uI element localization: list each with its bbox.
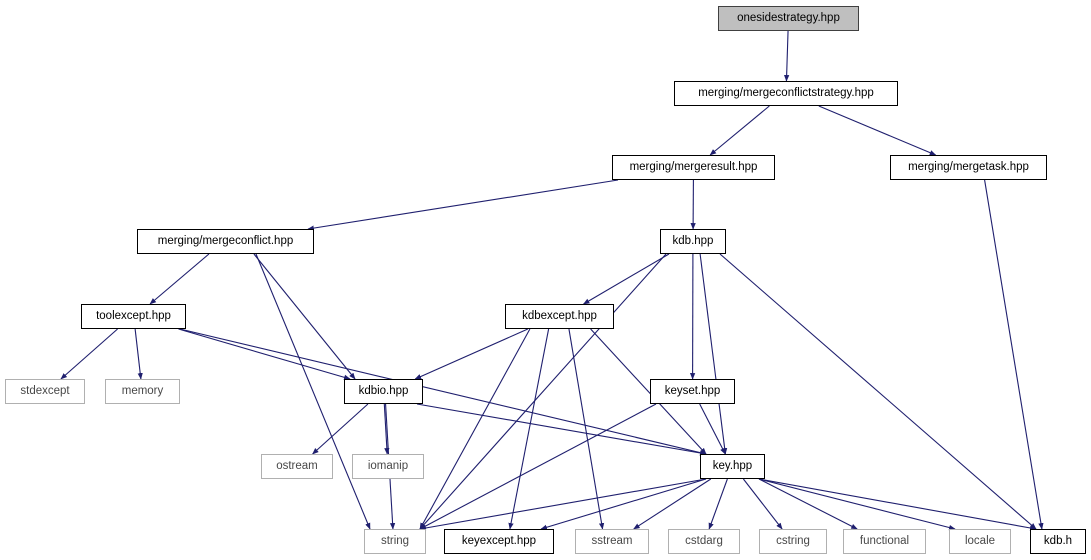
edge-kdbexcept-to-string: [420, 329, 530, 529]
node-sstream[interactable]: [575, 529, 649, 554]
edge-kdb-to-key: [700, 254, 725, 454]
node-mergeconflict[interactable]: [137, 229, 314, 254]
edge-mergeconflictstrategy-to-mergetask: [819, 106, 936, 155]
edge-toolexcept-to-memory: [135, 329, 141, 379]
edge-key-to-cstdarg: [709, 479, 727, 529]
node-label: merging/mergeconflict.hpp: [157, 234, 294, 247]
edge-key-to-sstream: [634, 479, 711, 529]
node-label: sstream: [591, 534, 633, 547]
node-label: cstring: [776, 534, 810, 547]
edge-key-to-cstring: [743, 479, 782, 529]
node-mergeresult[interactable]: [612, 155, 775, 180]
node-label: keyset.hpp: [664, 384, 721, 397]
node-kdbh[interactable]: [1030, 529, 1086, 554]
edge-mergeconflictstrategy-to-mergeresult: [710, 106, 769, 155]
node-label: onesidestrategy.hpp: [737, 11, 840, 24]
edge-kdb-to-string: [420, 254, 666, 529]
node-cstring[interactable]: [759, 529, 827, 554]
node-cstdarg[interactable]: [668, 529, 740, 554]
edge-keyset-to-string: [420, 404, 656, 529]
node-label: kdbio.hpp: [358, 384, 409, 397]
node-label: stdexcept: [20, 384, 70, 397]
node-label: string: [380, 534, 410, 547]
edge-kdbexcept-to-kdbio: [415, 329, 528, 379]
node-string[interactable]: [364, 529, 426, 554]
node-label: kdb.h: [1043, 534, 1073, 547]
node-kdbexcept[interactable]: [505, 304, 614, 329]
node-label: iomanip: [367, 459, 409, 472]
edge-toolexcept-to-key: [180, 329, 706, 454]
edge-mergeconflict-to-kdbio: [254, 254, 355, 379]
node-label: merging/mergeconflictstrategy.hpp: [698, 86, 874, 99]
edge-key-to-string: [420, 479, 706, 529]
node-ostream[interactable]: [261, 454, 333, 479]
node-label: merging/mergetask.hpp: [908, 160, 1029, 173]
node-keyexcept[interactable]: [444, 529, 554, 554]
edge-mergetask-to-kdbh: [985, 180, 1042, 529]
node-kdb[interactable]: [660, 229, 726, 254]
edge-toolexcept-to-stdexcept: [61, 329, 118, 379]
edge-kdb-to-kdbexcept: [584, 254, 669, 304]
edge-kdbexcept-to-keyexcept: [510, 329, 549, 529]
edge-keyset-to-key: [700, 404, 726, 454]
node-stdexcept[interactable]: [5, 379, 85, 404]
node-label: ostream: [276, 459, 318, 472]
node-onesidestrategy[interactable]: [718, 6, 859, 31]
edge-key-to-locale: [759, 479, 955, 529]
edge-kdb-to-kdbh: [720, 254, 1036, 529]
edge-kdbexcept-to-sstream: [569, 329, 603, 529]
node-functional[interactable]: [843, 529, 926, 554]
node-mergetask[interactable]: [890, 155, 1047, 180]
node-label: keyexcept.hpp: [461, 534, 537, 547]
node-key[interactable]: [700, 454, 765, 479]
node-label: cstdarg: [685, 534, 723, 547]
edge-mergeconflict-to-toolexcept: [150, 254, 209, 304]
node-kdbio[interactable]: [344, 379, 423, 404]
node-keyset[interactable]: [650, 379, 735, 404]
node-locale[interactable]: [949, 529, 1011, 554]
node-iomanip[interactable]: [352, 454, 424, 479]
edge-key-to-kdbh: [759, 479, 1036, 529]
edge-kdbio-to-key: [417, 404, 706, 454]
node-memory[interactable]: [105, 379, 180, 404]
edge-mergeresult-to-mergeconflict: [308, 180, 618, 229]
node-label: locale: [964, 534, 996, 547]
node-label: kdb.hpp: [672, 234, 714, 247]
node-label: kdbexcept.hpp: [522, 309, 597, 322]
node-toolexcept[interactable]: [81, 304, 186, 329]
edge-toolexcept-to-kdbio: [179, 329, 351, 379]
node-label: toolexcept.hpp: [96, 309, 171, 322]
node-label: key.hpp: [712, 459, 753, 472]
node-label: functional: [859, 534, 910, 547]
edge-key-to-functional: [759, 479, 857, 529]
edge-onesidestrategy-to-mergeconflictstrategy: [786, 31, 788, 81]
node-label: merging/mergeresult.hpp: [629, 160, 758, 173]
node-mergeconflictstrategy[interactable]: [674, 81, 898, 106]
node-label: memory: [121, 384, 164, 397]
